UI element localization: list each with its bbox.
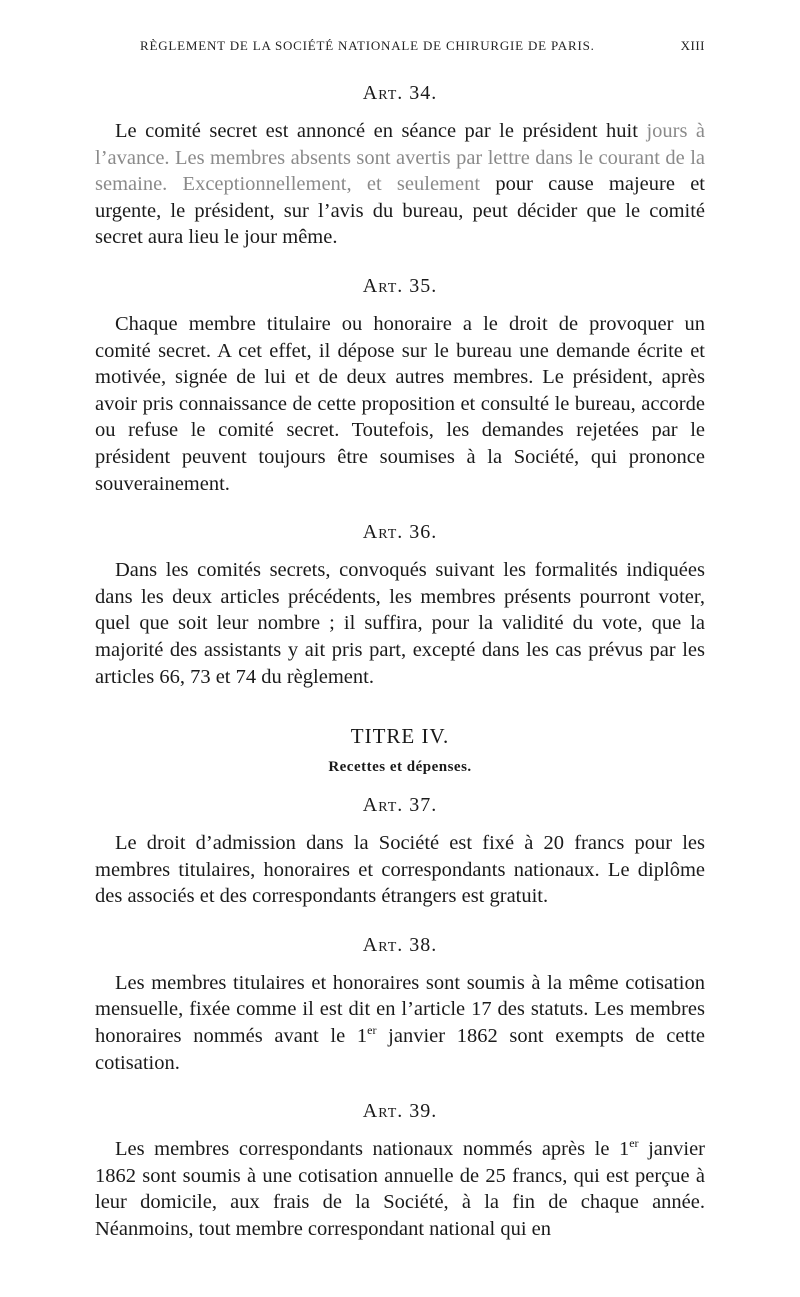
article-paragraph: Chaque membre titulaire ou honoraire a le droit de provoquer un comité secret. A cet effet, il dépose sur le bureau une demande écrite et motivée, signée de lui et de deux autres membres. Le président, après avoir pris connaissance de cette proposition et consulté le bureau, accorde ou refuse le comité secret. Toutefois, les demandes rejetées par le président peuvent toujours être soumises à la Société, qui prononce souverainement. [95,312,705,495]
article-heading: Art. 38. [362,933,438,956]
article-paragraph [95,118,705,251]
article-text-faded: jours à l’avance. Les membres absents sont avertis par lettre dans le courant de la semaine. Exceptionnellement, et seulement [95,120,706,196]
article-text: janvier 1862 sont soumis à une cotisation annuelle de 25 francs, qui est perçue à leur domicile, aux frais de la Société, à la fin de chaque année. Néanmoins, tout membre correspondant national qui en [95,1138,705,1241]
article-paragraph [95,1136,705,1242]
article-heading: Art. 35. [362,274,438,297]
article-paragraph [95,970,705,1076]
superscript: er [629,1136,639,1151]
article-heading: Art. 39. [362,1100,438,1123]
running-header [140,38,705,54]
article-text: janvier 1862 sont exempts de cette cotisation. [95,1025,705,1074]
page-body [95,80,705,1243]
article-paragraph: Dans les comités secrets, convoqués suivant les formalités indiquées dans les deux articles précédents, les membres présents pourront voter, quel que soit leur nombre ; il suffira, pour la validité du vote, que la majorité des assistants y ait pris part, excepté dans les cas prévus par les articles 66, 73 et 74 du règlement. [95,559,705,688]
page-number: XIII [680,38,705,53]
article-text: pour cause majeure et urgente, le président, sur l’avis du bureau, peut décider que le comité secret aura lieu le jour même. [95,173,705,249]
article-text: Le comité secret est annoncé en séance par le président huit [115,120,638,142]
article-text: Les membres correspondants nationaux nommés après le 1 [115,1138,630,1161]
article-heading: Art. 34. [362,82,438,104]
article-paragraph: Le droit d’admission dans la Société est fixé à 20 francs pour les membres titulaires, honoraires et correspondants nationaux. Le diplôme des associés et des correspondants étrangers est gratuit. [95,832,705,908]
article-heading: Art. 36. [362,521,438,544]
section-subtitle: Recettes et dépenses. [328,759,472,776]
section-title: TITRE IV. [350,724,450,749]
article-text: Les membres titulaires et honoraires sont soumis à la même cotisation mensuelle, fixée comme il est dit en l’article 17 des statuts. Les membres honoraires nommés avant le 1 [95,971,705,1048]
superscript: er [367,1023,377,1038]
article-heading: Art. 37. [362,794,438,817]
running-title: RÈGLEMENT DE LA SOCIÉTÉ NATIONALE DE CHIRURGIE DE PARIS. [140,38,595,53]
